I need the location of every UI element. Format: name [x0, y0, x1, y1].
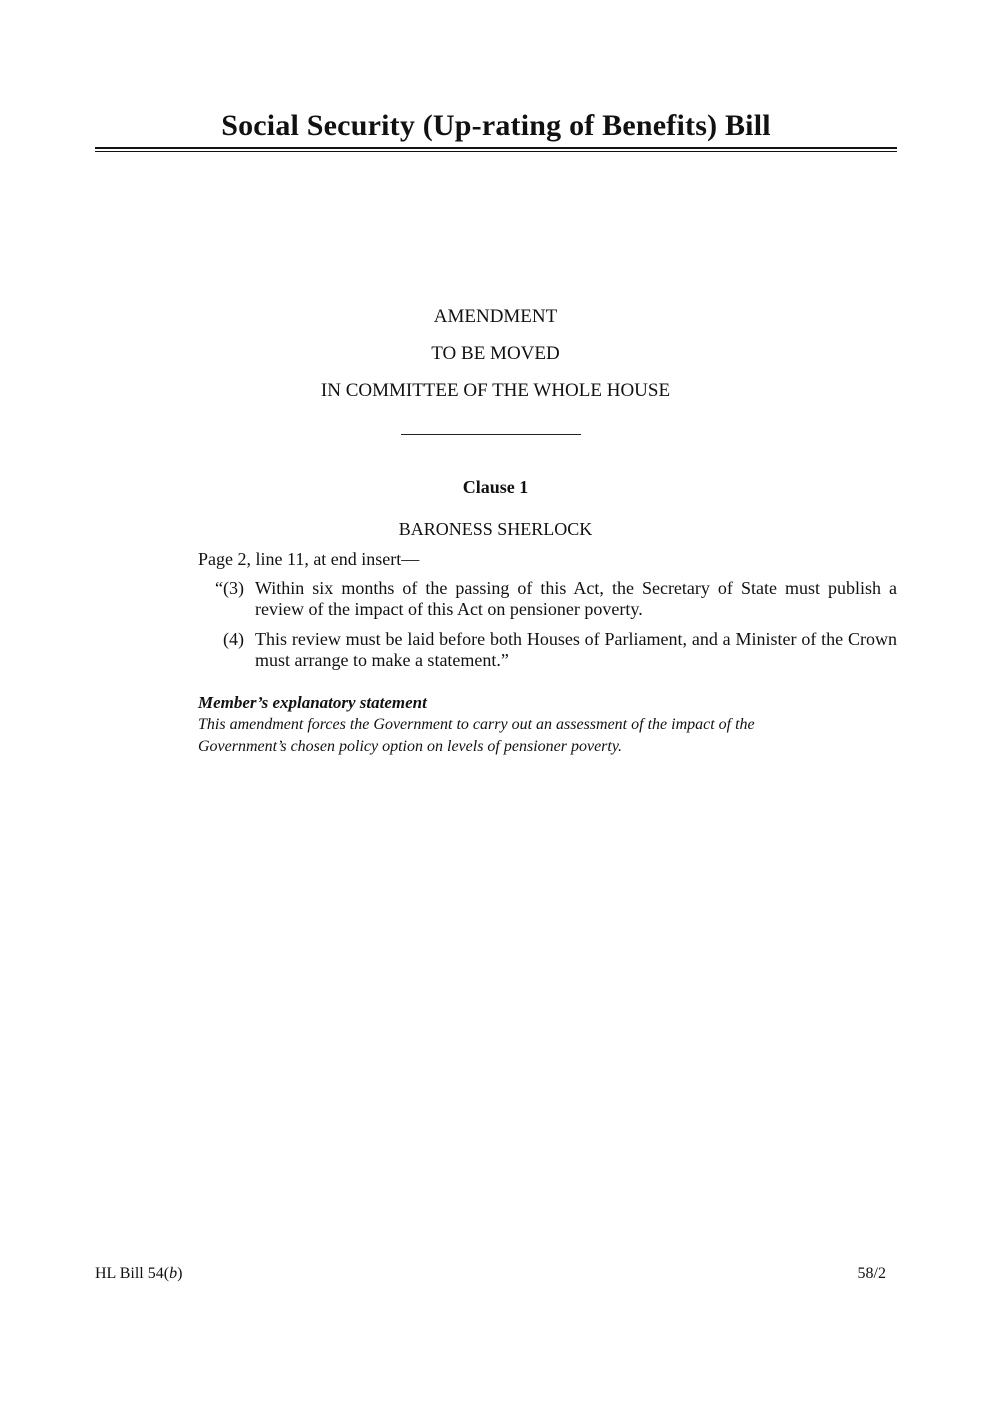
subsection-text: This review must be laid before both Houses of Parliament, and a Minister of the Crown must arrange to make a statement.” [255, 629, 897, 670]
subsection-4 [198, 629, 897, 671]
explanatory-heading: Member’s explanatory statement [198, 693, 427, 712]
separator-rule [401, 434, 581, 435]
title-double-rule [95, 147, 897, 152]
bill-reference [95, 1264, 182, 1284]
notice-to-be-moved: TO BE MOVED [431, 343, 560, 364]
bill-prefix: HL Bill 54( [95, 1265, 170, 1282]
mover-name: BARONESS SHERLOCK [398, 519, 593, 539]
page-reference: 58/2 [857, 1265, 886, 1282]
bill-close: ) [177, 1265, 183, 1282]
notice-amendment: AMENDMENT [433, 306, 558, 327]
explanatory-statement [198, 692, 897, 758]
clause-heading: Clause 1 [462, 477, 529, 497]
subsection-number: (4) [223, 629, 244, 649]
subsection-number: “(3) [215, 578, 244, 598]
explanatory-line-1: This amendment forces the Government to carry out an assessment of the impact of the [198, 716, 755, 733]
page-title: Social Security (Up-rating of Benefits) Bill [221, 109, 771, 142]
bill-suffix-italic: b [169, 1265, 178, 1282]
amendment-location: Page 2, line 11, at end insert— [198, 549, 420, 569]
notice-committee: IN COMMITTEE OF THE WHOLE HOUSE [320, 380, 671, 401]
subsection-3 [198, 578, 897, 620]
explanatory-line-2: Government’s chosen policy option on levels of pensioner poverty. [198, 738, 623, 755]
subsection-text: Within six months of the passing of this Act, the Secretary of State must publish a review of the impact of this Act on pensioner poverty. [255, 578, 897, 619]
